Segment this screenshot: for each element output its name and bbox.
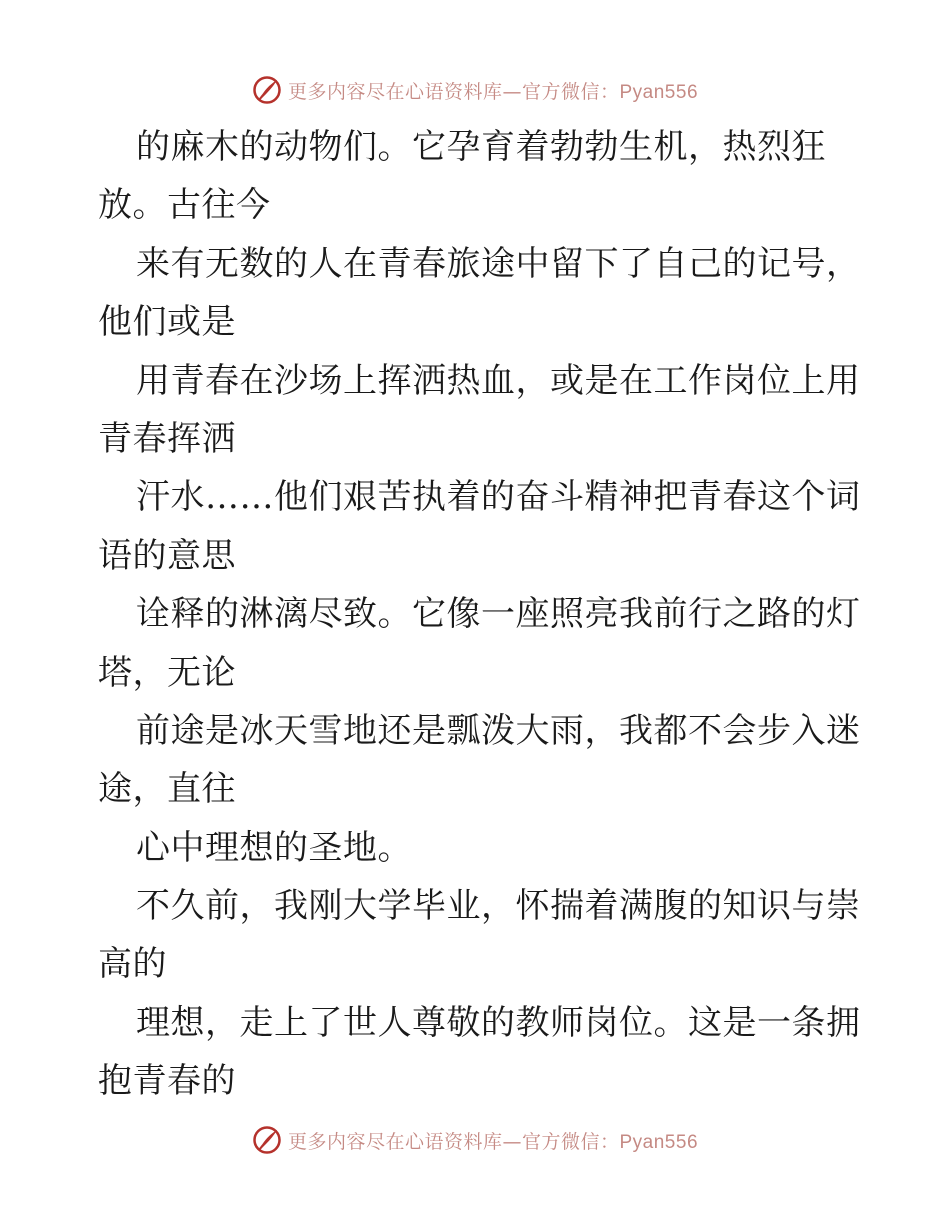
text-line: 理想，走上了世人尊敬的教师岗位。这是一条拥 <box>136 1002 861 1043</box>
text-line: 青春挥洒 <box>98 418 236 459</box>
text-line: 不久前，我刚大学毕业，怀揣着满腹的知识与崇 <box>136 886 861 927</box>
footer-wechat-id: Pyan556 <box>619 1131 699 1153</box>
text-line: 来有无数的人在青春旅途中留下了自己的记号， <box>136 243 861 284</box>
document-body <box>98 118 878 1111</box>
quill-logo-icon <box>252 1125 282 1155</box>
text-line: 的麻木的动物们。它孕育着勃勃生机，热烈狂 <box>136 127 826 167</box>
header-wechat-id: Pyan556 <box>619 81 699 103</box>
footer-banner-text: 更多内容尽在心语资料库—官方微信： <box>287 1130 620 1153</box>
text-line: 前途是冰天雪地还是瓢泼大雨，我都不会步入迷 <box>136 710 861 751</box>
text-line: 他们或是 <box>98 302 236 343</box>
text-line: 诠释的淋漓尽致。它像一座照亮我前行之路的灯 <box>136 594 861 635</box>
text-line: 高的 <box>98 944 167 985</box>
text-line: 途，直往 <box>98 769 236 810</box>
text-line: 心中理想的圣地。 <box>136 827 412 868</box>
header-banner <box>0 70 950 110</box>
text-line: 语的意思 <box>98 535 236 576</box>
header-banner-text: 更多内容尽在心语资料库—官方微信： <box>287 80 620 103</box>
text-line: 塔，无论 <box>98 652 236 693</box>
text-line: 用青春在沙场上挥洒热血，或是在工作岗位上用 <box>136 360 861 401</box>
text-line: 放。古往今 <box>98 185 271 226</box>
text-line: 抱青春的 <box>98 1061 236 1102</box>
text-line: 汗水……他们艰苦执着的奋斗精神把青春这个词 <box>136 477 861 518</box>
quill-logo-icon <box>252 75 282 105</box>
footer-banner <box>0 1120 950 1160</box>
